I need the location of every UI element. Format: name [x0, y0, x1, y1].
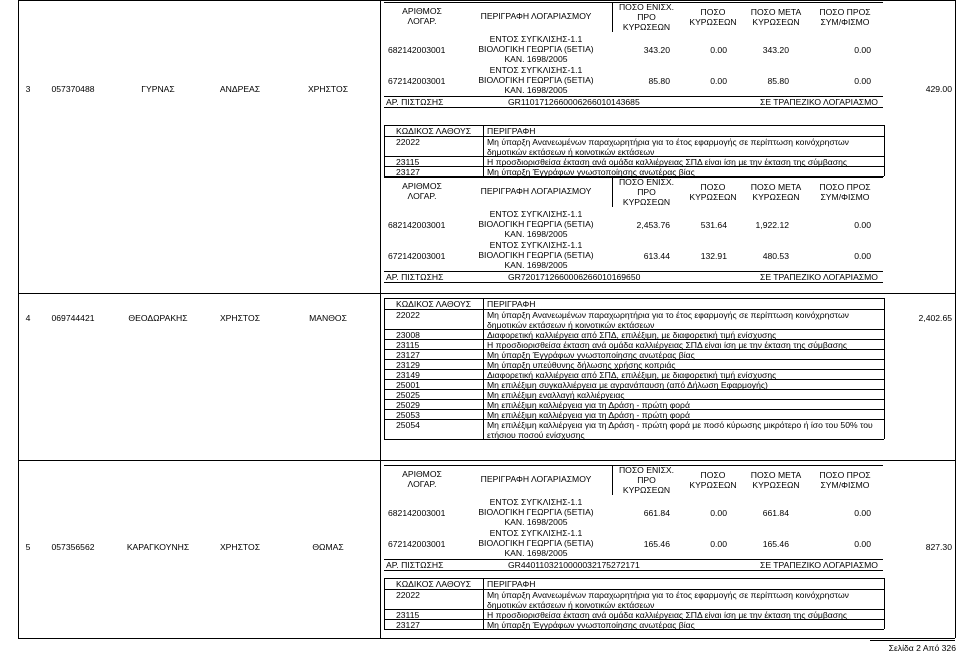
header-error-desc: ΠΕΡΙΓΡΑΦΗ: [487, 579, 536, 589]
footer-rule: [870, 640, 955, 641]
amount-sanctions: 0.00: [710, 45, 727, 55]
entry-total: 2,402.65: [918, 313, 952, 323]
header-sanctions-2: ΚΥΡΩΣΕΩΝ: [689, 480, 737, 490]
amount-before: 2,453.76: [636, 220, 670, 230]
iban-type: ΣΕ ΤΡΑΠΕΖΙΚΟ ΛΟΓΑΡΙΑΣΜΟ: [760, 97, 878, 107]
error-code: 22022: [396, 590, 420, 600]
error-code: 22022: [396, 137, 420, 147]
page-number: Σελίδα 2 Από 326: [888, 643, 956, 653]
iban-type: ΣΕ ΤΡΑΠΕΖΙΚΟ ΛΟΓΑΡΙΑΣΜΟ: [760, 560, 878, 570]
header-after-2: ΚΥΡΩΣΕΩΝ: [752, 17, 800, 27]
header-before-2: ΠΡΟ: [637, 475, 656, 485]
amount-sanctions: 0.00: [710, 539, 727, 549]
entry-name: ΑΝΔΡΕΑΣ: [219, 84, 261, 94]
entry-separator: [18, 460, 955, 461]
account-desc-line: ΚΑΝ. 1698/2005: [504, 548, 568, 558]
error-code: 25054: [396, 420, 420, 430]
account-desc-line: ΕΝΤΟΣ ΣΥΓΚΛΙΣΗΣ-1.1: [489, 209, 583, 219]
error-code: 25001: [396, 380, 420, 390]
header-offset-2: ΣΥΜ/ΦΙΣΜΟ: [820, 192, 870, 202]
header-sanctions-2: ΚΥΡΩΣΕΩΝ: [689, 17, 737, 27]
column-rule: [612, 465, 613, 495]
error-code: 25029: [396, 400, 420, 410]
error-code: 23115: [396, 610, 420, 620]
header-after-1: ΠΟΣΟ ΜΕΤΑ: [750, 470, 802, 480]
iban-label: ΑΡ. ΠΙΣΤΩΣΗΣ: [386, 272, 444, 282]
error-code: 23129: [396, 360, 420, 370]
amount-sanctions: 0.00: [710, 508, 727, 518]
error-desc: Μη ύπαρξη Έγγράφων γνωστοποίησης ανωτέρας βίας: [487, 167, 695, 177]
entry-name: ΧΡΗΣΤΟΣ: [219, 313, 261, 323]
error-desc: Μη επιλέξιμη συγκαλλιέργεια με αγρανάπαυση (από Δήλωση Εφαρμογής): [487, 380, 768, 390]
amount-before: 661.84: [643, 508, 670, 518]
error-desc: Μη επιλέξιμη καλλιέργεια για τη Δράση - πρώτη φορά: [487, 410, 690, 420]
entry-number: 4: [25, 313, 31, 323]
entry-afm: 057356562: [51, 542, 95, 552]
error-desc: Μη επιλέξιμη καλλιέργεια για τη Δράση - πρώτη φορά: [487, 400, 690, 410]
error-desc: Διαφορετική καλλιέργεια από ΣΠΔ, επιλέξιμη, με διαφορετική τιμή ενίσχυσης: [487, 370, 777, 380]
account-desc-line: ΕΝΤΟΣ ΣΥΓΚΛΙΣΗΣ-1.1: [489, 34, 583, 44]
account-code: 672142003001: [388, 251, 446, 261]
header-error-code: ΚΩΔΙΚΟΣ ΛΑΘΟΥΣ: [396, 126, 472, 136]
entry-separator: [18, 293, 955, 294]
amount-after: 85.80: [767, 76, 789, 86]
header-before-1: ΠΟΣΟ ΕΝΙΣΧ.: [618, 2, 675, 12]
account-desc-line: ΒΙΟΛΟΓΙΚΗ ΓΕΩΡΓΙΑ (5ΕΤΙΑ): [478, 538, 594, 548]
column-rule: [612, 2, 613, 32]
error-desc: Διαφορετική καλλιέργεια από ΣΠΔ, επιλέξιμη, με διαφορετική τιμή ενίσχυσης: [487, 330, 777, 340]
page-right-rule: [955, 0, 956, 638]
entry-total: 429.00: [925, 84, 952, 94]
entry-surname: ΘΕΟΔΩΡΑΚΗΣ: [128, 313, 188, 323]
header-account-desc: ΠΕΡΙΓΡΑΦΗ ΛΟΓΑΡΙΑΣΜΟΥ: [480, 474, 592, 484]
error-row-rule: [384, 389, 884, 390]
error-rule: [384, 125, 385, 176]
error-code: 23149: [396, 370, 420, 380]
account-desc-line: ΕΝΤΟΣ ΣΥΓΚΛΙΣΗΣ-1.1: [489, 65, 583, 75]
account-desc-line: ΒΙΟΛΟΓΙΚΗ ΓΕΩΡΓΙΑ (5ΕΤΙΑ): [478, 44, 594, 54]
header-offset-1: ΠΟΣΟ ΠΡΟΣ: [819, 470, 871, 480]
error-desc: Μη ύπαρξη Έγγράφων γνωστοποίησης ανωτέρας βίας: [487, 350, 695, 360]
account-code: 672142003001: [388, 539, 446, 549]
error-desc: Μη ύπαρξη υπεύθυνης δήλωσης χρήσης κοπριάς: [487, 360, 676, 370]
account-desc-line: ΚΑΝ. 1698/2005: [504, 260, 568, 270]
amount-sanctions: 132.91: [700, 251, 727, 261]
entry-father: ΜΑΝΘΟΣ: [309, 313, 347, 323]
entry-surname: ΚΑΡΑΓΚΟΥΝΗΣ: [126, 542, 190, 552]
amount-offset: 0.00: [854, 220, 871, 230]
account-desc-line: ΚΑΝ. 1698/2005: [504, 54, 568, 64]
amount-before: 343.20: [643, 45, 670, 55]
error-rule: [384, 298, 385, 439]
amount-offset: 0.00: [854, 76, 871, 86]
error-code: 23127: [396, 350, 420, 360]
amount-before: 85.80: [648, 76, 670, 86]
column-rule: [612, 177, 613, 207]
header-after-1: ΠΟΣΟ ΜΕΤΑ: [750, 7, 802, 17]
error-desc-cont: δημοτικών εκτάσεων ή κοινοτικών εκτάσεων: [487, 147, 655, 157]
error-rule: [884, 125, 885, 176]
header-offset-1: ΠΟΣΟ ΠΡΟΣ: [819, 7, 871, 17]
amount-before: 165.46: [643, 539, 670, 549]
header-error-code: ΚΩΔΙΚΟΣ ΛΑΘΟΥΣ: [396, 299, 472, 309]
error-desc-cont: ετήσιου ποσού ενίσχυσης: [487, 430, 585, 440]
account-desc-line: ΕΝΤΟΣ ΣΥΓΚΛΙΣΗΣ-1.1: [489, 497, 583, 507]
amount-offset: 0.00: [854, 508, 871, 518]
header-account-desc: ΠΕΡΙΓΡΑΦΗ ΛΟΓΑΡΙΑΣΜΟΥ: [480, 11, 592, 21]
entry-afm: 069744421: [51, 313, 95, 323]
account-desc-line: ΒΙΟΛΟΓΙΚΗ ΓΕΩΡΓΙΑ (5ΕΤΙΑ): [478, 250, 594, 260]
account-desc-line: ΒΙΟΛΟΓΙΚΗ ΓΕΩΡΓΙΑ (5ΕΤΙΑ): [478, 75, 594, 85]
header-sanctions-1: ΠΟΣΟ: [700, 182, 726, 192]
error-row-rule: [384, 439, 884, 440]
header-account-no-2: ΛΟΓΑΡ.: [407, 191, 437, 201]
error-desc: Μη ύπαρξη Ανανεωμένων παραχωρητήρια για το έτος εφαρμογής σε περίπτωση κοινόχρηστων: [487, 310, 849, 320]
entry-total: 827.30: [925, 542, 952, 552]
header-after-2: ΚΥΡΩΣΕΩΝ: [752, 480, 800, 490]
account-code: 682142003001: [388, 220, 446, 230]
header-offset-2: ΣΥΜ/ΦΙΣΜΟ: [820, 17, 870, 27]
header-account-no: ΑΡΙΘΜΟΣ: [402, 181, 442, 191]
error-desc: Μη επιλέξιμη εναλλαγή καλλιέργειας: [487, 390, 625, 400]
header-before-2: ΠΡΟ: [637, 12, 656, 22]
account-desc-line: ΚΑΝ. 1698/2005: [504, 85, 568, 95]
error-rule: [884, 578, 885, 629]
header-before-3: ΚΥΡΩΣΕΩΝ: [622, 485, 671, 495]
amount-after: 165.46: [762, 539, 789, 549]
error-desc-cont: δημοτικών εκτάσεων ή κοινοτικών εκτάσεων: [487, 600, 655, 610]
header-error-desc: ΠΕΡΙΓΡΑΦΗ: [487, 126, 536, 136]
iban-label: ΑΡ. ΠΙΣΤΩΣΗΣ: [386, 560, 444, 570]
error-code: 23127: [396, 167, 420, 177]
error-desc: Μη ύπαρξη Έγγράφων γνωστοποίησης ανωτέρας βίας: [487, 620, 695, 630]
account-code: 682142003001: [388, 508, 446, 518]
amount-offset: 0.00: [854, 45, 871, 55]
entry-number: 3: [25, 84, 31, 94]
entry-number: 5: [25, 542, 31, 552]
error-code: 22022: [396, 310, 420, 320]
header-account-no: ΑΡΙΘΜΟΣ: [402, 6, 442, 16]
error-desc: Η προσδιορισθείσα έκταση ανά ομάδα καλλιέργειας ΣΠΔ είναι ίση με την έκταση της σύμβασης: [487, 610, 847, 620]
iban-type: ΣΕ ΤΡΑΠΕΖΙΚΟ ΛΟΓΑΡΙΑΣΜΟ: [760, 272, 878, 282]
header-error-desc: ΠΕΡΙΓΡΑΦΗ: [487, 299, 536, 309]
error-code: 25025: [396, 390, 420, 400]
header-sanctions-2: ΚΥΡΩΣΕΩΝ: [689, 192, 737, 202]
amount-after: 480.53: [762, 251, 789, 261]
error-rule: [483, 298, 484, 439]
header-account-no-2: ΛΟΓΑΡ.: [407, 16, 437, 26]
iban-label: ΑΡ. ΠΙΣΤΩΣΗΣ: [386, 97, 444, 107]
iban-row-bottom: [384, 570, 883, 571]
account-desc-line: ΚΑΝ. 1698/2005: [504, 229, 568, 239]
error-desc: Μη επιλέξιμη καλλιέργεια για τη Δράση - πρώτη φορά με ποσό κύρωσης μικρότερο ή ίσο του 50% του: [487, 420, 873, 430]
entry-father: ΧΡΗΣΤΟΣ: [307, 84, 349, 94]
error-desc: Η προσδιορισθείσα έκταση ανά ομάδα καλλιέργειας ΣΠΔ είναι ίση με την έκταση της σύμβασης: [487, 340, 847, 350]
account-desc-line: ΒΙΟΛΟΓΙΚΗ ΓΕΩΡΓΙΑ (5ΕΤΙΑ): [478, 219, 594, 229]
error-desc: Μη ύπαρξη Ανανεωμένων παραχωρητήρια για το έτος εφαρμογής σε περίπτωση κοινόχρηστων: [487, 137, 849, 147]
amount-after: 1,922.12: [755, 220, 789, 230]
error-desc-cont: δημοτικών εκτάσεων ή κοινοτικών εκτάσεων: [487, 320, 655, 330]
iban-row-bottom: [384, 107, 883, 108]
header-before-3: ΚΥΡΩΣΕΩΝ: [622, 197, 671, 207]
error-code: 23008: [396, 330, 420, 340]
header-before-1: ΠΟΣΟ ΕΝΙΣΧ.: [618, 465, 675, 475]
error-desc: Μη ύπαρξη Ανανεωμένων παραχωρητήρια για το έτος εφαρμογής σε περίπτωση κοινόχρηστων: [487, 590, 849, 600]
account-code: 682142003001: [388, 45, 446, 55]
entry-surname: ΓΥΡΝΑΣ: [141, 84, 175, 94]
error-code: 23115: [396, 157, 420, 167]
error-rule: [384, 578, 385, 629]
iban-value: GR1101712660006266010143685: [508, 97, 640, 107]
error-code: 25053: [396, 410, 420, 420]
account-code: 672142003001: [388, 76, 446, 86]
entry-afm: 057370488: [51, 84, 95, 94]
account-desc-line: ΚΑΝ. 1698/2005: [504, 517, 568, 527]
header-offset-1: ΠΟΣΟ ΠΡΟΣ: [819, 182, 871, 192]
entry-father: ΘΩΜΑΣ: [312, 542, 344, 552]
header-sanctions-1: ΠΟΣΟ: [700, 7, 726, 17]
header-account-no-2: ΛΟΓΑΡ.: [407, 479, 437, 489]
header-account-no: ΑΡΙΘΜΟΣ: [402, 469, 442, 479]
header-before-2: ΠΡΟ: [637, 187, 656, 197]
page-top-rule: [18, 0, 955, 1]
amount-before: 613.44: [643, 251, 670, 261]
iban-value: GR4401103210000032175272171: [508, 560, 640, 570]
header-error-code: ΚΩΔΙΚΟΣ ΛΑΘΟΥΣ: [396, 579, 472, 589]
header-before-3: ΚΥΡΩΣΕΩΝ: [622, 22, 671, 32]
error-rule: [884, 298, 885, 439]
header-account-desc: ΠΕΡΙΓΡΑΦΗ ΛΟΓΑΡΙΑΣΜΟΥ: [480, 186, 592, 196]
amount-sanctions: 531.64: [700, 220, 727, 230]
error-desc: Η προσδιορισθείσα έκταση ανά ομάδα καλλιέργειας ΣΠΔ είναι ίση με την έκταση της σύμβασης: [487, 157, 847, 167]
entry-name: ΧΡΗΣΤΟΣ: [219, 542, 261, 552]
header-sanctions-1: ΠΟΣΟ: [700, 470, 726, 480]
entry-detail-rule: [380, 0, 381, 638]
page-left-rule: [18, 0, 19, 638]
error-rule: [483, 125, 484, 176]
entry-separator: [18, 638, 955, 639]
header-after-1: ΠΟΣΟ ΜΕΤΑ: [750, 182, 802, 192]
amount-sanctions: 0.00: [710, 76, 727, 86]
amount-after: 661.84: [762, 508, 789, 518]
account-desc-line: ΒΙΟΛΟΓΙΚΗ ΓΕΩΡΓΙΑ (5ΕΤΙΑ): [478, 507, 594, 517]
account-desc-line: ΕΝΤΟΣ ΣΥΓΚΛΙΣΗΣ-1.1: [489, 528, 583, 538]
header-after-2: ΚΥΡΩΣΕΩΝ: [752, 192, 800, 202]
header-before-1: ΠΟΣΟ ΕΝΙΣΧ.: [618, 177, 675, 187]
iban-value: GR7201712660006266010169650: [508, 272, 641, 282]
error-code: 23115: [396, 340, 420, 350]
error-row-rule: [384, 629, 884, 630]
error-rule: [483, 578, 484, 629]
account-desc-line: ΕΝΤΟΣ ΣΥΓΚΛΙΣΗΣ-1.1: [489, 240, 583, 250]
iban-row-bottom: [384, 282, 883, 283]
amount-offset: 0.00: [854, 539, 871, 549]
error-code: 23127: [396, 620, 420, 630]
header-offset-2: ΣΥΜ/ΦΙΣΜΟ: [820, 480, 870, 490]
amount-offset: 0.00: [854, 251, 871, 261]
amount-after: 343.20: [762, 45, 789, 55]
